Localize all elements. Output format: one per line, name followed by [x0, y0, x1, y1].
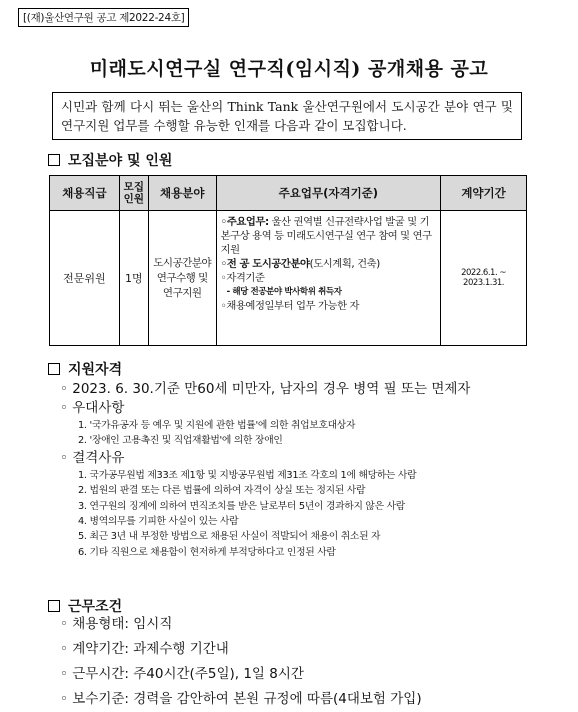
section-recruit-heading: [48, 150, 172, 170]
list-item: 2. 법원의 판결 또는 다른 법률에 의하여 자격이 상실 또는 정지된 사람: [78, 485, 366, 497]
cell-position: 전문위원: [50, 211, 120, 346]
header-position: 채용직급: [50, 176, 120, 211]
duty-text: ◦채용예정일부터 업무 가능한 자: [220, 300, 360, 312]
duty-text: 울산 권역별 신규전략사업 발굴 및 기본구상 용역 등 미래도시연구실 연구 참여 및 연구지원: [220, 216, 432, 256]
list-item: 6. 기타 직원으로 채용함이 현저하게 부적당하다고 인정된 사람: [78, 546, 336, 558]
duty-line: [221, 271, 436, 285]
list-item: 2. '장애인 고용촉진 및 직업재활법'에 의한 장애인: [78, 435, 283, 447]
duty-label: ◦전 공 도시공간분야: [220, 258, 310, 270]
header-period: 계약기간: [441, 176, 527, 211]
duty-label: ◦주요업무:: [220, 216, 269, 228]
list-item: ◦ 보수기준: 경력을 감안하여 본원 규정에 따름(4대보험 가입): [60, 691, 422, 707]
list-item: ◦ 계약기간: 과제수행 기간내: [60, 641, 229, 657]
table-header-row: [50, 176, 527, 211]
qualification-list: [60, 380, 470, 560]
checkbox-square-icon: [48, 363, 60, 375]
section-qual-heading: [48, 359, 122, 379]
cell-duties: [216, 211, 440, 346]
section-heading-text: 근무조건: [68, 599, 123, 615]
list-item: 1. 국가공무원법 제33조 제1항 및 지방공무원법 제31조 각호의 1에 해당하는 사람: [78, 469, 417, 481]
checkbox-square-icon: [48, 600, 60, 612]
section-heading-text: 모집분야 및 인원: [68, 153, 173, 169]
header-count: 모집 인원: [119, 176, 148, 211]
list-item: 5. 최근 3년 내 부정한 방법으로 채용된 사실이 적발되어 채용이 취소된 자: [78, 531, 381, 543]
list-item: ◦ 채용형태: 임시직: [60, 616, 173, 632]
duty-text: (도시계획, 건축): [309, 258, 380, 270]
table-row: [50, 211, 527, 346]
list-item: 4. 병역의무를 기피한 사실이 있는 사람: [78, 516, 239, 528]
duty-line: [221, 215, 436, 257]
header-field: 채용분야: [148, 176, 216, 211]
list-item: 1. '국가유공자 등 예우 및 지원에 관한 법률'에 의한 취업보호대상자: [78, 420, 356, 431]
duty-note: - 해당 전공분야 박사학위 취득자: [226, 287, 342, 297]
preference-title: ◦ 우대사항: [60, 400, 125, 416]
list-item: ◦ 근무시간: 주40시간(주5일), 1일 8시간: [60, 666, 304, 682]
notice-number: [(재)울산연구원 공고 제2022-24호]: [18, 8, 189, 27]
duty-line: [221, 257, 436, 271]
cell-period: 2022.6.1. ~ 2023.1.31.: [441, 211, 527, 346]
page-title: 미래도시연구실 연구직(임시직) 공개채용 공고: [89, 58, 489, 80]
work-conditions-list: [60, 612, 422, 712]
age-requirement: ◦ 2023. 6. 30.기준 만60세 미만자, 남자의 경우 병역 필 또는 면제자: [60, 381, 471, 397]
disqualification-title: ◦ 결격사유: [60, 449, 125, 466]
cell-count: 1명: [119, 211, 148, 346]
section-heading-text: 지원자격: [68, 362, 123, 378]
checkbox-square-icon: [48, 154, 60, 166]
duty-line: [221, 299, 436, 313]
duty-text: ◦자격기준: [220, 272, 265, 284]
recruit-table: [49, 175, 527, 346]
header-duties: 주요업무(자격기준): [216, 176, 440, 211]
list-item: 3. 연구원의 징계에 의하여 면직조치를 받은 날로부터 5년이 경과하지 않은 사람: [78, 500, 405, 512]
intro-box: 시민과 함께 다시 뛰는 울산의 Think Tank 울산연구원에서 도시공간 분야 연구 및 연구지원 업무를 수행할 유능한 인재를 다음과 같이 모집합니다.: [52, 92, 522, 140]
cell-field: 도시공간분야 연구수행 및 연구지원: [148, 211, 216, 346]
